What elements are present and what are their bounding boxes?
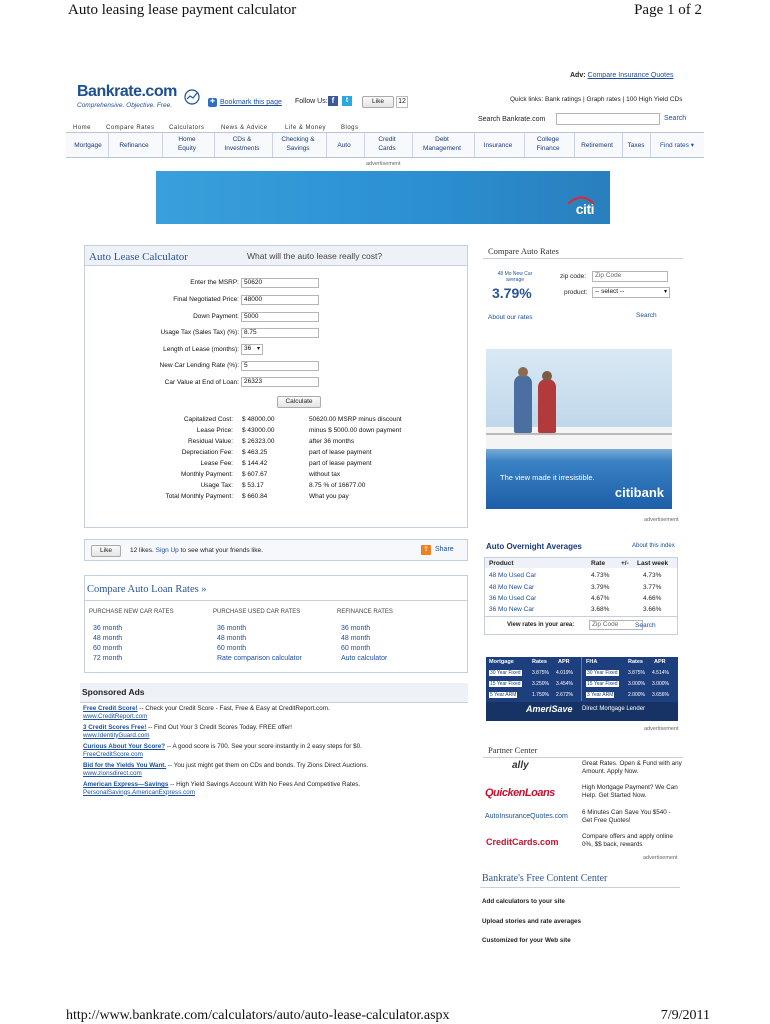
overnight-table [484, 557, 678, 635]
subnav-debt-management[interactable]: Debt Management [423, 136, 461, 152]
result-value: $ 144.42 [242, 460, 268, 467]
ad-apr-head: APR [654, 659, 666, 665]
facebook-icon[interactable]: f [328, 96, 338, 106]
bankrate-logo[interactable] [77, 83, 203, 115]
ad-rates-head: Rates [532, 659, 547, 665]
site-search-button[interactable]: Search [664, 115, 687, 122]
compare-rates-title: Compare Auto Rates [488, 246, 559, 256]
ad-apr-head: APR [558, 659, 570, 665]
about-rates-link[interactable]: About our rates [488, 314, 533, 321]
ad-text: -- Check your Credit Score - Fast, Free & Easy at CreditReport.com. [137, 705, 330, 712]
ad-rate: 3.875% [532, 670, 549, 676]
ad-rate: 2.000% [628, 692, 645, 698]
rate-link[interactable]: 36 month [93, 625, 123, 632]
rate-link[interactable]: 60 month [93, 645, 123, 652]
overnight-last-week: 4.73% [643, 572, 662, 579]
col-head: REFINANCE RATES [337, 609, 393, 615]
usage-tax-input[interactable]: 8.75 [241, 328, 319, 338]
subnav-refinance[interactable]: Refinance [119, 142, 149, 149]
result-note: part of lease payment [309, 449, 372, 456]
partner-text[interactable]: 6 Minutes Can Save You $540 - Get Free Quotes! [582, 809, 671, 824]
rate-link[interactable]: Rate comparison calculator [217, 655, 302, 662]
find-rates-label: Find rates [660, 142, 689, 149]
th-product: Product [489, 560, 514, 567]
ad-apr: 4.019% [556, 670, 573, 676]
subnav-college-finance[interactable]: College Finance [536, 136, 560, 152]
twitter-icon[interactable]: t [342, 96, 352, 106]
overnight-rate: 3.68% [591, 606, 610, 613]
subnav-checking-savings[interactable]: Checking & Savings [281, 136, 315, 152]
overnight-product[interactable]: 36 Mo Used Car [489, 595, 537, 602]
overnight-product[interactable]: 48 Mo Used Car [489, 572, 537, 579]
like-suffix-text: to see what your friends like. [180, 547, 263, 554]
adv-link[interactable]: Compare Insurance Quotes [587, 72, 674, 79]
result-value: $ 607.67 [242, 471, 268, 478]
lease-length-select[interactable] [241, 344, 263, 355]
ad-rates-head: Rates [628, 659, 643, 665]
calculator-panel [84, 245, 468, 528]
bookmark-label: Bookmark this page [220, 99, 282, 106]
ad-url[interactable]: PersonalSavings.AmericanExpress.com [83, 788, 195, 796]
partner-text[interactable]: Great Rates. Open & Fund with any Amount. Apply Now. [582, 760, 682, 775]
usage-tax-label: Usage Tax (Sales Tax) (%): [160, 329, 239, 336]
logo-chart-icon [184, 89, 200, 105]
like-count: 12 [396, 96, 408, 108]
ad-left-head: Mortgage [489, 659, 514, 665]
down-payment-input[interactable]: 5000 [241, 312, 319, 322]
like-button[interactable]: Like [91, 545, 121, 557]
signup-link[interactable]: Sign Up [155, 547, 179, 554]
free-content-item[interactable]: Add calculators to your site [482, 898, 565, 905]
page-url: http://www.bankrate.com/calculators/auto/auto-lease-calculator.aspx [66, 1008, 450, 1023]
ad-term: 5 Year ARM [490, 692, 517, 698]
result-label: Monthly Payment: [180, 471, 233, 478]
ad-headline[interactable]: Curious About Your Score? [83, 743, 166, 750]
ad-url[interactable]: www.CreditReport.com [83, 712, 148, 720]
subnav-cds-investments[interactable]: CDs & Investments [224, 136, 260, 152]
overnight-rate: 4.67% [591, 595, 610, 602]
subnav-insurance[interactable]: Insurance [483, 142, 513, 149]
subnav-auto[interactable]: Auto [337, 142, 351, 149]
citi-logo: citi [575, 201, 594, 217]
result-value: $ 660.84 [242, 493, 268, 500]
calculator-question: What will the auto lease really cost? [247, 251, 383, 261]
result-note: without tax [309, 471, 341, 478]
sponsored-ad[interactable] [83, 743, 467, 758]
product-select[interactable] [592, 287, 670, 298]
col-head: PURCHASE USED CAR RATES [213, 609, 301, 615]
sponsored-list [83, 705, 467, 800]
result-note: 8.75 % of 16677.00 [309, 482, 366, 489]
nav-life-money[interactable]: Life & Money [285, 125, 327, 131]
end-value-input[interactable]: 26323 [241, 377, 319, 387]
subnav-credit-cards[interactable]: Credit Cards [378, 136, 396, 152]
partner-text[interactable]: Compare offers and apply online 0%, $$ back, rewards [582, 833, 673, 848]
subnav-find-rates[interactable] [652, 141, 702, 150]
result-label: Usage Tax: [200, 482, 233, 489]
partner-title: Partner Center [488, 745, 538, 755]
ad-label: advertisement [644, 517, 679, 523]
col-head: PURCHASE NEW CAR RATES [89, 609, 174, 615]
rate-link[interactable]: 48 month [341, 635, 371, 642]
rates-search-button[interactable]: Search [636, 312, 657, 319]
creditcards-logo[interactable]: CreditCards.com [486, 837, 559, 847]
adv-bar [570, 72, 674, 79]
rate-link[interactable]: 72 month [93, 655, 123, 662]
overnight-last-week: 3.66% [643, 606, 662, 613]
negotiated-price-label: Final Negotiated Price: [173, 296, 239, 303]
result-note: part of lease payment [309, 460, 372, 467]
nav-calculators[interactable]: Calculators [169, 125, 205, 131]
lending-rate-input[interactable]: 5 [241, 361, 319, 371]
sponsored-ad[interactable] [83, 781, 467, 796]
amerisave-ad[interactable] [486, 657, 678, 721]
result-note: 50620.00 MSRP minus discount [309, 416, 402, 423]
like-count-text: 12 likes. [130, 547, 154, 554]
quick-links[interactable]: Quick links: Bank ratings | Graph rates | 100 High Yield CDs [510, 96, 683, 103]
calculate-button[interactable]: Calculate [277, 396, 321, 408]
ad-label: advertisement [644, 726, 679, 732]
search-label: Search Bankrate.com [478, 116, 546, 123]
ad-label: advertisement [643, 855, 678, 861]
lease-length-value: 36 [244, 345, 252, 352]
overnight-rate: 4.73% [591, 572, 610, 579]
result-value: $ 43000.00 [242, 427, 275, 434]
overnight-last-week: 4.66% [643, 595, 662, 602]
free-content-item[interactable]: Customized for your Web site [482, 937, 571, 944]
view-rates-label: View rates in your area: [507, 622, 575, 628]
ad-apr: 3.656% [652, 692, 669, 698]
ad-url[interactable]: FreeCreditScore.com [83, 750, 143, 758]
adv-label: Adv: [570, 72, 586, 79]
result-note: What you pay [309, 493, 349, 500]
ad-apr: 4.514% [652, 670, 669, 676]
social-bar [84, 539, 468, 561]
nav-news-advice[interactable]: News & Advice [221, 125, 268, 131]
citibank-ad[interactable] [486, 349, 672, 509]
th-last-week: Last week [637, 560, 669, 567]
sponsored-ad[interactable] [83, 724, 467, 739]
ad-text: -- A good score is 700. See your score instantly in 2 easy steps for $0. [165, 743, 362, 750]
document-title: Auto leasing lease payment calculator [68, 2, 297, 18]
th-change: +/- [621, 560, 629, 567]
rate-link[interactable]: 36 month [341, 625, 371, 632]
nav-blogs[interactable]: Blogs [341, 125, 359, 131]
ad-apr: 3.000% [652, 681, 669, 687]
overnight-product[interactable]: 36 Mo New Car [489, 606, 535, 613]
ad-term: 30 Year Fixed [587, 670, 618, 676]
bookmark-icon: ✚ [209, 99, 216, 105]
rate-link[interactable]: 48 month [93, 635, 123, 642]
sponsored-ad[interactable] [83, 705, 467, 720]
loan-rates-title[interactable]: Compare Auto Loan Rates » [87, 584, 207, 595]
result-label: Lease Fee: [200, 460, 233, 467]
product-label: product: [564, 289, 588, 296]
result-value: $ 463.25 [242, 449, 268, 456]
ad-url[interactable]: www.zionsdirect.com [83, 769, 142, 777]
ally-logo[interactable]: ally [512, 760, 529, 771]
ad-apr: 3.454% [556, 681, 573, 687]
zip-label: zip code: [560, 273, 587, 280]
ad-rate: 3.000% [628, 681, 645, 687]
social-text [130, 547, 263, 554]
msrp-label: Enter the MSRP: [190, 279, 239, 286]
citi-arc-icon [566, 193, 596, 205]
chevron-down-icon: ▾ [256, 346, 260, 352]
ad-rate: 1.750% [532, 692, 549, 698]
sponsored-title: Sponsored Ads [82, 687, 145, 697]
sponsored-header [80, 683, 468, 703]
nav-compare-rates[interactable]: Compare Rates [106, 125, 155, 131]
citibank-tagline: The view made it irresistible. [500, 473, 595, 482]
like-button[interactable]: Like [362, 96, 394, 108]
ad-headline[interactable]: 3 Credit Scores Free! [83, 724, 147, 731]
free-content-item[interactable]: Upload stories and rate averages [482, 918, 582, 925]
result-note: minus $ 5000.00 down payment [309, 427, 402, 434]
rate-link[interactable]: 60 month [217, 645, 247, 652]
result-value: $ 48000.00 [242, 416, 275, 423]
avg-label: 48 Mo New Car average [497, 271, 533, 283]
citi-banner-ad[interactable] [156, 171, 610, 224]
ad-rate: 3.250% [532, 681, 549, 687]
partner-text[interactable]: High Mortgage Payment? We Can Help. Get Started Now. [582, 784, 678, 799]
amerisave-tagline: Direct Mortgage Lender [582, 706, 646, 712]
result-note: after 36 months [309, 438, 355, 445]
result-label: Total Monthly Payment: [165, 493, 233, 500]
share-icon[interactable]: ⇪ [421, 545, 431, 555]
sponsored-ad[interactable] [83, 762, 467, 777]
share-button[interactable]: Share [435, 546, 454, 553]
msrp-input[interactable]: 50620 [241, 278, 319, 288]
page-number: Page 1 of 2 [634, 2, 702, 18]
quickenloans-logo[interactable]: QuickenLoans [485, 787, 555, 799]
zip-input[interactable]: Zip Code [592, 271, 668, 282]
overnight-rate: 3.79% [591, 584, 610, 591]
ad-term: 30 Year Fixed [490, 670, 521, 676]
logo-name: Bankrate.com [77, 83, 177, 100]
overnight-title: Auto Overnight Averages [486, 542, 582, 551]
ad-term: 3 Year ARM [587, 692, 614, 698]
end-value-label: Car Value at End of Loan: [164, 379, 239, 386]
free-content-title: Bankrate's Free Content Center [482, 873, 608, 884]
subnav-home-equity[interactable]: Home Equity [177, 136, 197, 152]
subnav-retirement[interactable]: Retirement [581, 142, 613, 149]
logo-tagline: Comprehensive. Objective. Free. [77, 102, 173, 109]
ad-text: -- Find Out Your 3 Credit Scores Today. FREE offer! [146, 724, 292, 731]
loan-rates-panel [84, 575, 468, 673]
calculator-title: Auto Lease Calculator [89, 251, 188, 263]
rate-link[interactable]: 60 month [341, 645, 371, 652]
ad-term: 15 Year Fixed [490, 681, 521, 687]
result-label: Residual Value: [187, 438, 233, 445]
ad-apr: 2.672% [556, 692, 573, 698]
ad-term: 15 Year Fixed [587, 681, 618, 687]
overnight-last-week: 3.77% [643, 584, 662, 591]
citibank-logo: citibank [614, 485, 664, 500]
overnight-zip-input[interactable]: Zip Code [589, 620, 643, 630]
amerisave-logo: AmeriSave [526, 704, 573, 714]
ad-rate: 3.875% [628, 670, 645, 676]
ad-text: -- High Yield Savings Account With No Fees And Competitive Rates. [168, 781, 361, 788]
chevron-down-icon: ▾ [690, 142, 694, 149]
ad-headline[interactable]: Free Credit Score! [83, 705, 138, 712]
overnight-search-button[interactable]: Search [635, 622, 656, 629]
lease-length-label: Length of Lease (months): [163, 346, 239, 353]
rate-link[interactable]: 36 month [217, 625, 247, 632]
negotiated-price-input[interactable]: 48000 [241, 295, 319, 305]
product-value: -- select -- [595, 288, 625, 295]
subnav-mortgage[interactable]: Mortgage [74, 142, 102, 149]
category-nav [66, 132, 704, 158]
th-rate: Rate [591, 560, 606, 567]
ad-headline[interactable]: Bid for the Yields You Want. [83, 762, 167, 769]
ad-right-head: FHA [586, 659, 598, 665]
autoinsurancequotes-logo[interactable]: AutoInsuranceQuotes.com [485, 813, 568, 820]
result-value: $ 53.17 [242, 482, 264, 489]
result-label: Depreciation Fee: [181, 449, 233, 456]
overnight-product[interactable]: 48 Mo New Car [489, 584, 535, 591]
bookmark-link[interactable] [208, 98, 282, 107]
lending-rate-label: New Car Lending Rate (%): [159, 362, 239, 369]
follow-label: Follow Us: [295, 98, 328, 105]
result-label: Lease Price: [196, 427, 233, 434]
subnav-taxes[interactable]: Taxes [627, 142, 645, 149]
result-label: Capitalized Cost: [183, 416, 233, 423]
rate-link[interactable]: 48 month [217, 635, 247, 642]
ad-url[interactable]: www.IdentityGuard.com [83, 731, 150, 739]
down-payment-label: Down Payment: [193, 313, 239, 320]
avg-rate: 3.79% [492, 285, 532, 301]
result-value: $ 26323.00 [242, 438, 275, 445]
nav-home[interactable]: Home [73, 125, 92, 131]
rate-link[interactable]: Auto calculator [341, 655, 388, 662]
site-search-input[interactable] [556, 113, 660, 125]
ad-text: -- You just might get them on CDs and bonds. Try Zions Direct Auctions. [166, 762, 369, 769]
ad-label-top: advertisement [366, 161, 401, 167]
chevron-down-icon: ▾ [663, 289, 667, 295]
about-index-link[interactable]: About this index [632, 543, 675, 549]
print-date: 7/9/2011 [660, 1008, 710, 1023]
ad-headline[interactable]: American Express—Savings [83, 781, 169, 788]
